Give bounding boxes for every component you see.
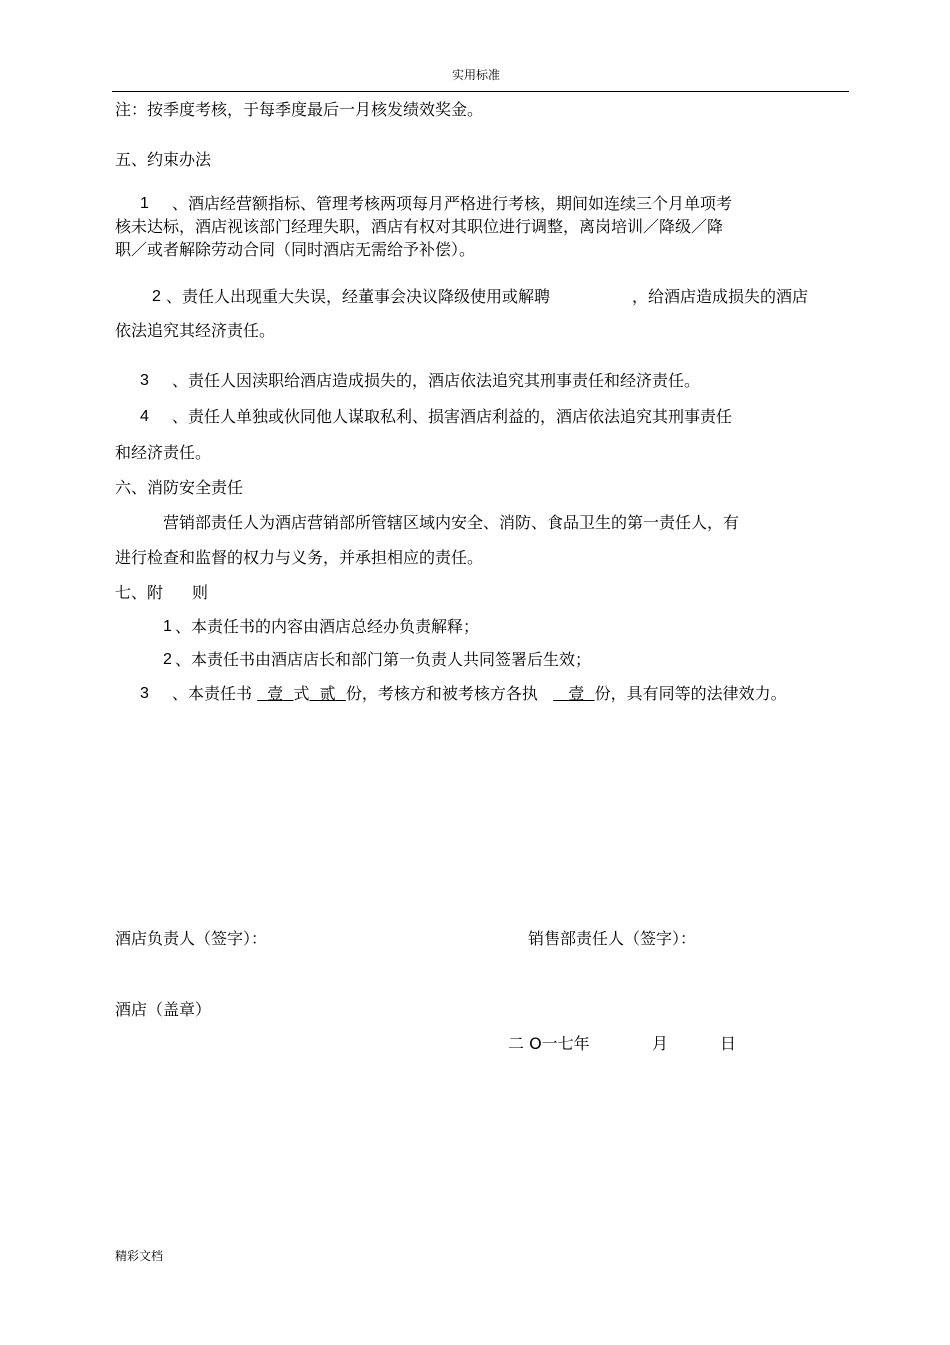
date-month: 月 — [652, 1034, 669, 1053]
s7-item1-num: 1 — [163, 618, 172, 635]
each-party-blank: 壹 — [568, 684, 585, 703]
s5-item4-line2: 和经济责任。 — [115, 443, 212, 462]
s5-item1-line3: 职／或者解除劳动合同（同时酒店无需给予补偿）。 — [115, 240, 476, 259]
s7-item3-part3: 份，考核方和被考核方各执 — [345, 684, 538, 703]
copies-total-blank: 贰 — [319, 684, 336, 703]
s5-item1-line1: 、酒店经营额指标、管理考核两项每月严格进行考核，期间如连续三个月单项考 — [172, 194, 733, 213]
s5-item2-line1b: ，给酒店造成损失的酒店 — [632, 287, 809, 306]
s7-item3-num: 3 — [140, 685, 149, 702]
note-line: 注：按季度考核，于每季度最后一月核发绩效奖金。 — [115, 100, 484, 119]
sales-head-signature-label: 销售部责任人（签字）： — [528, 929, 697, 948]
section7-heading-a: 七、附 — [115, 583, 164, 602]
s5-item3-num: 3 — [140, 372, 149, 389]
s5-item1-num: 1 — [140, 195, 149, 212]
s7-item3-line — [172, 685, 787, 703]
s7-item3-part2: 式 — [293, 684, 310, 703]
section5-heading: 五、约束办法 — [115, 150, 212, 169]
date-year: 二 O一七年 — [508, 1034, 590, 1053]
date-day: 日 — [720, 1034, 737, 1053]
s5-item2-line2: 依法追究其经济责任。 — [115, 321, 276, 340]
s7-item3-part4: 份，具有同等的法律效力。 — [594, 684, 787, 703]
s7-item2-num: 2 — [163, 651, 172, 668]
s5-item4-num: 4 — [140, 408, 149, 425]
s5-item4-line1: 、责任人单独或伙同他人谋取私利、损害酒店利益的，酒店依法追究其刑事责任 — [172, 407, 733, 426]
header-rule — [112, 91, 849, 92]
hotel-seal-label: 酒店（盖章） — [115, 1000, 212, 1019]
page-header-title: 实用标准 — [452, 68, 501, 82]
s6-line2: 进行检查和监督的权力与义务，并承担相应的责任。 — [115, 548, 484, 567]
s7-item3-part1: 、本责任书 — [172, 684, 253, 703]
section6-heading: 六、消防安全责任 — [115, 478, 244, 497]
s5-item2-line1a: 、责任人出现重大失误，经董事会决议降级使用或解聘 — [166, 287, 551, 306]
copies-count-blank: 壹 — [267, 684, 284, 703]
page-footer-text: 精彩文档 — [115, 1249, 164, 1263]
s5-item2-num: 2 — [152, 288, 161, 305]
s7-item1-text: 、本责任书的内容由酒店总经办负责解释； — [175, 617, 480, 636]
s6-line1: 营销部责任人为酒店营销部所管辖区域内安全、消防、食品卫生的第一责任人，有 — [163, 513, 740, 532]
s5-item1-line2: 核未达标，酒店视该部门经理失职，酒店有权对其职位进行调整，离岗培训／降级／降 — [115, 217, 724, 236]
section7-heading-b: 则 — [192, 583, 209, 602]
hotel-head-signature-label: 酒店负责人（签字）： — [115, 929, 268, 948]
s7-item2-text: 、本责任书由酒店店长和部门第一负责人共同签署后生效； — [175, 650, 592, 669]
s5-item3-text: 、责任人因渎职给酒店造成损失的，酒店依法追究其刑事责任和经济责任。 — [172, 371, 701, 390]
